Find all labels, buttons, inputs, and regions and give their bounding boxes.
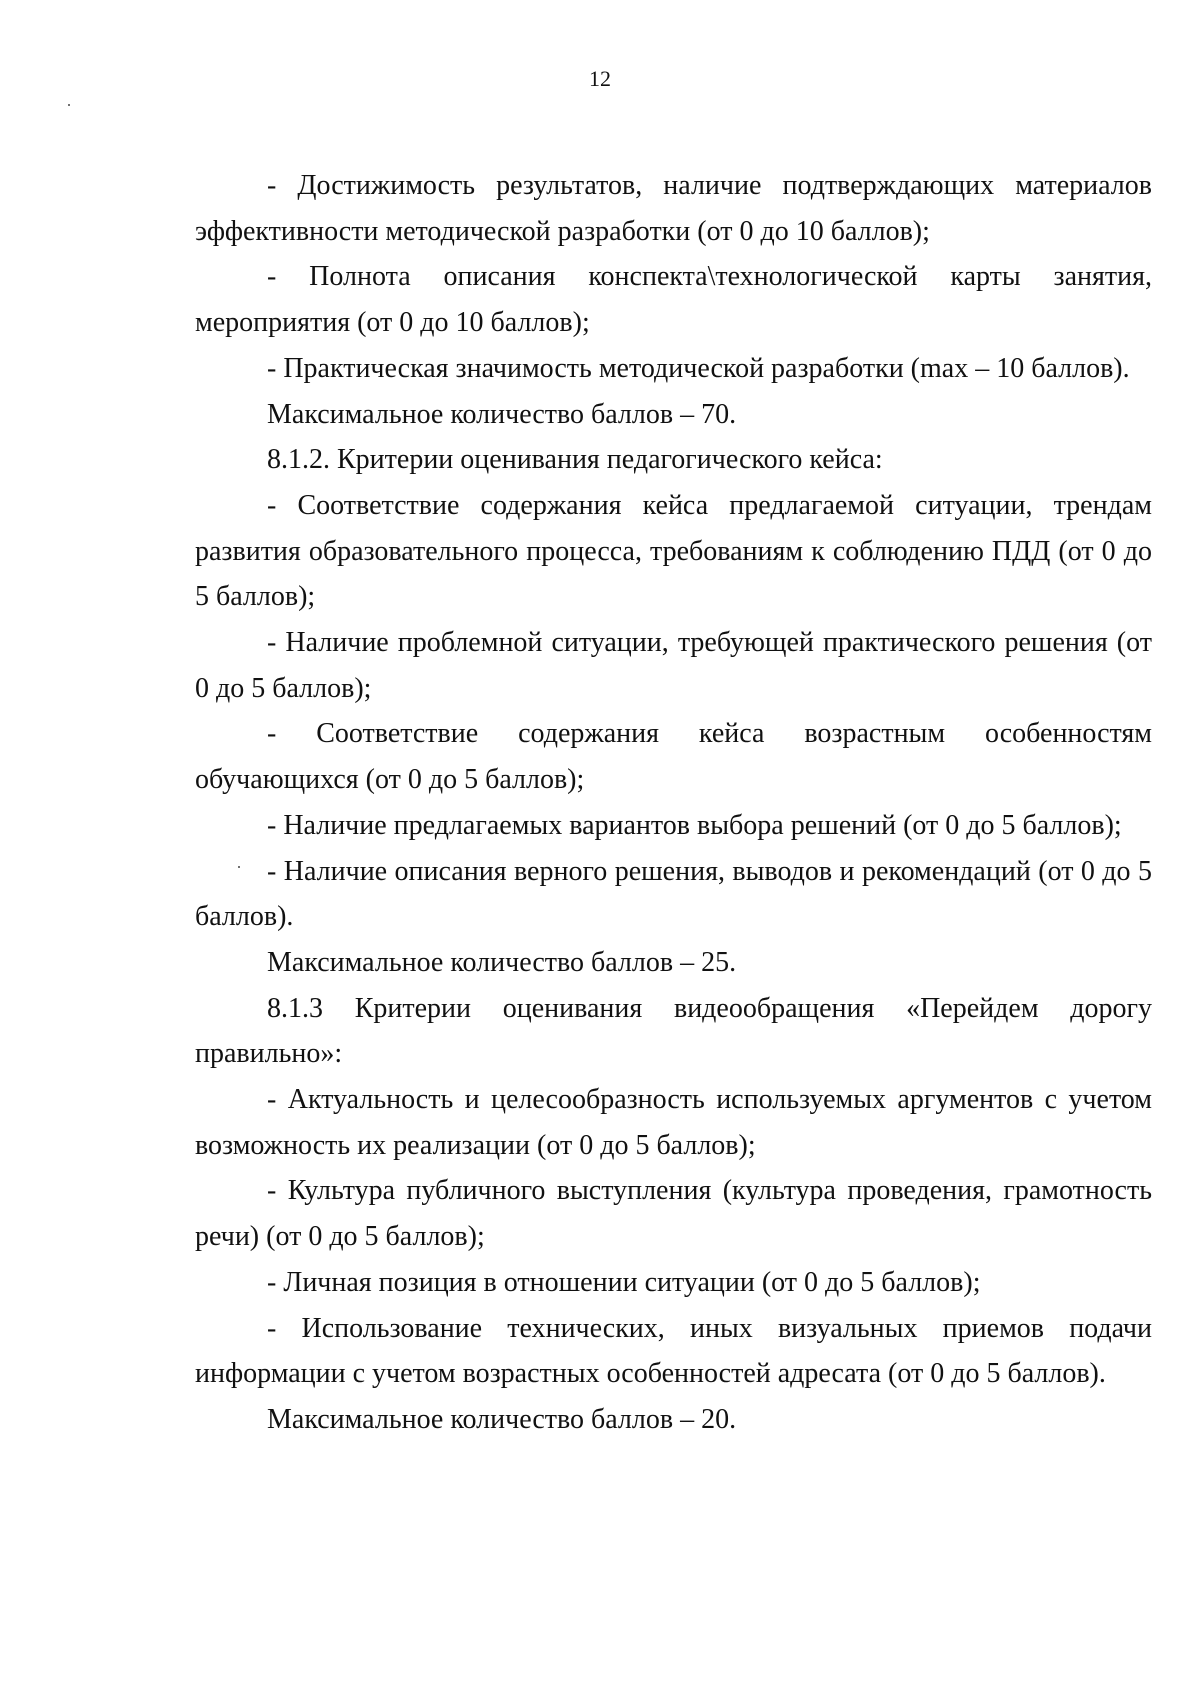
- section-heading-8-1-2: 8.1.2. Критерии оценивания педагогического кейса:: [267, 444, 883, 476]
- criterion-relevance-arguments: - Актуальность и целесообразность используемых аргументов с учетом возможность их реализации (от 0 до 5 баллов);: [195, 1084, 1152, 1161]
- criterion-problem-situation: - Наличие проблемной ситуации, требующей практического решения (от 0 до 5 баллов);: [195, 627, 1152, 704]
- max-score-25: Максимальное количество баллов – 25.: [267, 946, 737, 978]
- scan-speck: [68, 104, 70, 106]
- criterion-speech-culture: - Культура публичного выступления (культура проведения, грамотность речи) (от 0 до 5 баллов);: [195, 1175, 1152, 1253]
- criterion-achievability: - Достижимость результатов, наличие подтверждающих материалов эффективности методической разработки (от 0 до 10 баллов);: [195, 170, 1152, 247]
- document-body: [195, 163, 1152, 1443]
- page-number: 12: [589, 66, 611, 91]
- criterion-personal-position: - Личная позиция в отношении ситуации (от 0 до 5 баллов);: [267, 1266, 981, 1298]
- criterion-case-content-compliance: - Соответствие содержания кейса предлагаемой ситуации, трендам развития образовательного процесса, требованиям к соблюдению ПДД (от 0 до 5 баллов);: [195, 489, 1152, 613]
- criterion-correct-solution: - Наличие описания верного решения, выводов и рекомендаций (от 0 до 5 баллов).: [195, 855, 1152, 933]
- section-heading-8-1-3: 8.1.3 Критерии оценивания видеообращения «Перейдем дорогу правильно»:: [195, 992, 1152, 1070]
- criterion-practical-significance: - Практическая значимость методической разработки (max – 10 баллов).: [267, 352, 1130, 384]
- criterion-completeness: - Полнота описания конспекта\технологической карты занятия, мероприятия (от 0 до 10 баллов);: [195, 261, 1152, 339]
- max-score-70: Максимальное количество баллов – 70.: [267, 398, 737, 430]
- criterion-solution-options: - Наличие предлагаемых вариантов выбора решений (от 0 до 5 баллов);: [267, 809, 1122, 841]
- criterion-age-compliance: - Соответствие содержания кейса возрастным особенностям обучающихся (от 0 до 5 баллов);: [195, 718, 1152, 796]
- max-score-20: Максимальное количество баллов – 20.: [267, 1403, 737, 1435]
- criterion-visual-techniques: - Использование технических, иных визуальных приемов подачи информации с учетом возрастных особенностей адресата (от 0 до 5 баллов).: [195, 1312, 1152, 1390]
